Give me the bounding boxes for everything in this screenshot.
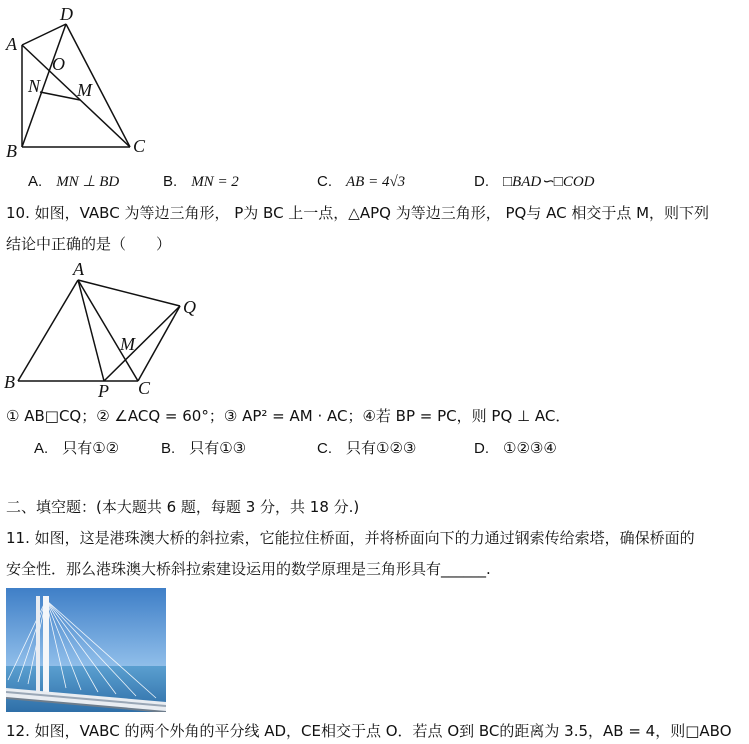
option-label: B. bbox=[163, 173, 178, 190]
figure1-label-o: O bbox=[52, 54, 65, 74]
q10-option-a bbox=[34, 438, 119, 459]
q10-stem-line1: 10. 如图，VABC 为等边三角形， P为 BC 上一点，△APQ 为等边三角形， PQ与 AC 相交于点 M，则下列 bbox=[6, 204, 710, 222]
option-text: □BAD∽□COD bbox=[503, 174, 595, 190]
q9-option-c bbox=[317, 171, 405, 192]
q11-stem-line1: 11. 如图，这是港珠澳大桥的斜拉索，它能拉住桥面，并将桥面向下的力通过钢索传给索塔，确保桥面的 bbox=[6, 529, 695, 547]
option-label: B. bbox=[161, 440, 176, 457]
bridge-photo bbox=[6, 588, 166, 712]
option-label: A. bbox=[28, 173, 43, 190]
q11-stem-line2: 安全性．那么港珠澳大桥斜拉索建设运用的数学原理是三角形具有______. bbox=[6, 560, 491, 578]
q10-statements: ① AB□CQ；② ∠ACQ = 60°；③ AP² = AM · AC；④若 BP = PC，则 PQ ⊥ AC． bbox=[6, 407, 571, 425]
q10-option-d bbox=[474, 438, 557, 459]
option-label: A. bbox=[34, 440, 49, 457]
section-heading: 二、填空题：(本大题共 6 题，每题 3 分，共 18 分.) bbox=[6, 498, 360, 516]
q10-stem-line2: 结论中正确的是（ ） bbox=[6, 235, 172, 253]
option-text: AB = 4√3 bbox=[346, 174, 406, 190]
q9-option-a bbox=[28, 171, 119, 192]
option-text: 只有①③ bbox=[189, 439, 247, 457]
figure1-label-b: B bbox=[6, 141, 17, 161]
figure1-label-n: N bbox=[28, 76, 41, 96]
q9-option-d bbox=[474, 171, 595, 192]
figure-quadrilateral-abcd bbox=[0, 0, 170, 165]
option-text: 只有①②③ bbox=[346, 439, 417, 457]
figure2-label-b: B bbox=[4, 372, 15, 392]
figure1-label-c: C bbox=[133, 136, 146, 156]
option-text: MN = 2 bbox=[191, 174, 239, 190]
q10-option-b bbox=[161, 438, 246, 459]
option-label: D. bbox=[474, 173, 489, 190]
option-label: C. bbox=[317, 173, 332, 190]
figure2-label-a: A bbox=[73, 259, 84, 279]
option-label: D. bbox=[474, 440, 489, 457]
figure-equilateral-triangles bbox=[0, 258, 210, 403]
option-text: 只有①② bbox=[62, 439, 120, 457]
figure2-label-p: P bbox=[98, 381, 109, 401]
q9-option-b bbox=[163, 171, 239, 192]
q10-option-c bbox=[317, 438, 416, 459]
q12-stem-line1: 12. 如图，VABC 的两个外角的平分线 AD，CE相交于点 O．若点 O到 BC的距离为 3.5，AB = 4，则□ABO bbox=[6, 722, 732, 740]
figure1-label-m: M bbox=[77, 80, 92, 100]
figure2-label-m: M bbox=[120, 334, 135, 354]
option-text: ①②③④ bbox=[503, 439, 557, 457]
figure2-label-q: Q bbox=[183, 297, 196, 317]
figure1-label-a: A bbox=[6, 34, 17, 54]
figure1-label-d: D bbox=[60, 4, 73, 24]
figure2-label-c: C bbox=[138, 378, 151, 398]
option-label: C. bbox=[317, 440, 332, 457]
option-text: MN ⊥ BD bbox=[56, 174, 120, 190]
